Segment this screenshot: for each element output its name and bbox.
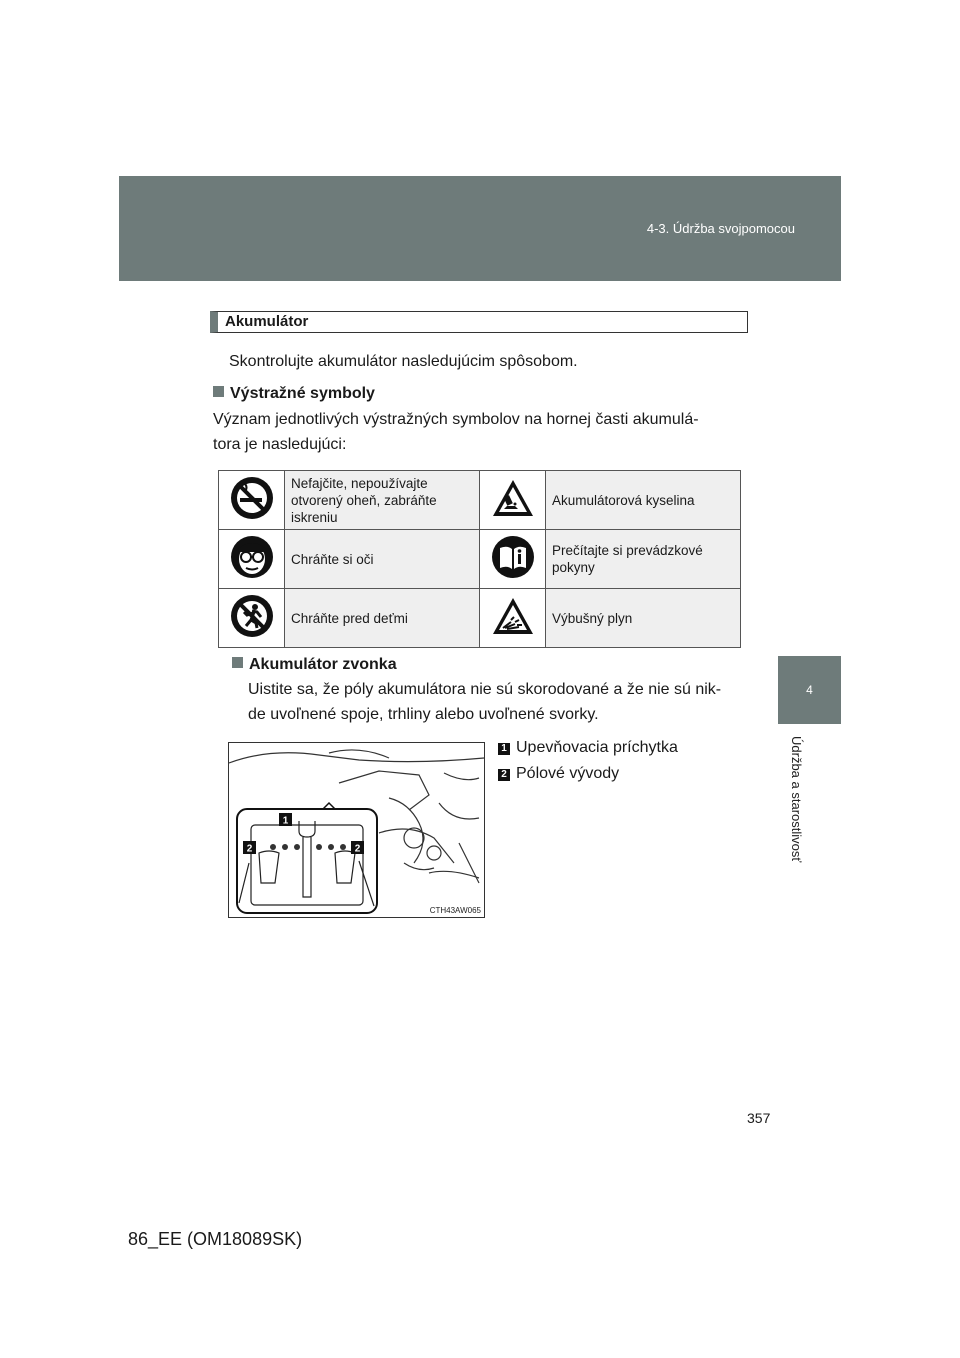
chapter-header [119, 176, 841, 281]
battery-exterior-heading [232, 652, 397, 678]
symbol-label: Prečítajte si prevádzkové pokyny [546, 530, 741, 589]
section-title: Akumulátor [210, 311, 748, 333]
legend-number-2: 2 [498, 769, 510, 781]
no-smoking-icon [219, 471, 285, 530]
warning-symbols-text-2: tora je nasledujúci: [213, 436, 347, 453]
chapter-section-title: 4-3. Údržba svojpomocou [646, 221, 795, 236]
legend-number-1: 1 [498, 743, 510, 755]
warning-symbols-text-1: Význam jednotlivých výstražných symbolov na hornej časti akumulá- [213, 411, 699, 428]
battery-exterior-text-1: Uistite sa, že póly akumulátora nie sú skorodované a že nie sú nik- [248, 681, 722, 698]
page-number: 357 [747, 1110, 771, 1126]
engine-bay-drawing [229, 743, 484, 917]
bullet-square-icon [232, 657, 243, 668]
chapter-tab-label: Údržba a starostlivosť [789, 736, 804, 863]
legend-item [498, 765, 619, 783]
chapter-tab-number: 4 [806, 683, 813, 697]
callout-2-right: 2 [354, 843, 361, 855]
symbol-label: Akumulátorová kyselina [546, 471, 741, 530]
callout-1: 1 [282, 815, 289, 827]
legend-label-2: Pólové vývody [516, 765, 620, 782]
callout-2-left: 2 [246, 843, 253, 855]
warning-symbols-heading-text: Výstražné symboly [230, 385, 375, 402]
table-row [219, 589, 741, 648]
explosive-gas-icon [480, 589, 546, 648]
battery-exterior-heading-text: Akumulátor zvonka [249, 656, 397, 673]
symbol-label: Výbušný plyn [546, 589, 741, 648]
warning-symbols-heading [213, 381, 375, 407]
legend-label-1: Upevňovacia príchytka [516, 739, 678, 756]
footer-code: 86_EE (OM18089SK) [128, 1229, 303, 1249]
intro-text: Skontrolujte akumulátor nasledujúcim spôsobom. [229, 353, 578, 370]
manual-icon [480, 530, 546, 589]
symbol-label: Chráňte pred deťmi [285, 589, 480, 648]
figure-code: CTH43AW065 [429, 906, 481, 915]
keep-children-away-icon [219, 589, 285, 648]
battery-illustration [228, 742, 485, 918]
battery-exterior-text-2: de uvoľnené spoje, trhliny alebo uvoľnené svorky. [248, 706, 599, 723]
table-row [219, 471, 741, 530]
legend-item [498, 739, 678, 757]
warning-symbols-table [218, 470, 741, 648]
eye-protection-icon [219, 530, 285, 589]
symbol-label: Chráňte si oči [285, 530, 480, 589]
battery-acid-icon [480, 471, 546, 530]
chapter-tab [778, 656, 841, 724]
table-row [219, 530, 741, 589]
bullet-square-icon [213, 386, 224, 397]
symbol-label: Nefajčite, nepoužívajte otvorený oheň, zabráňte iskreniu [285, 471, 480, 530]
